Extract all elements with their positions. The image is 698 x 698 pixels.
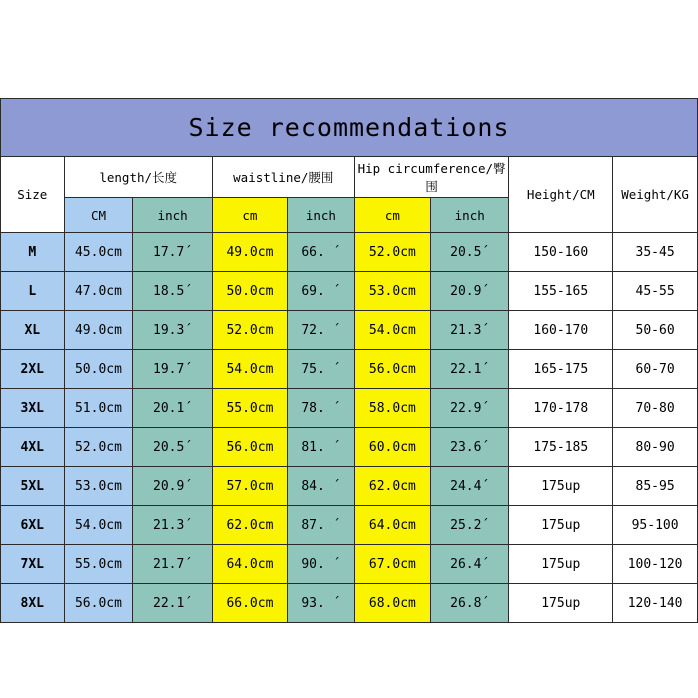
header-height: Height/CM xyxy=(509,157,613,233)
unit-hip-inch: inch xyxy=(431,198,509,233)
cell-hip-in: 20.5´ xyxy=(431,233,509,272)
header-size: Size xyxy=(1,157,65,233)
cell-length-cm: 56.0cm xyxy=(64,584,133,623)
cell-size: XL xyxy=(1,311,65,350)
cell-length-in: 20.9´ xyxy=(133,467,212,506)
cell-waist-cm: 50.0cm xyxy=(212,272,287,311)
cell-size: 7XL xyxy=(1,545,65,584)
cell-size: 5XL xyxy=(1,467,65,506)
table-row xyxy=(1,584,698,623)
cell-hip-in: 25.2´ xyxy=(431,506,509,545)
cell-height: 160-170 xyxy=(509,311,613,350)
cell-length-cm: 51.0cm xyxy=(64,389,133,428)
cell-height: 175up xyxy=(509,467,613,506)
unit-length-cm: CM xyxy=(64,198,133,233)
cell-waist-in: 78. ´ xyxy=(288,389,355,428)
cell-waist-in: 90. ´ xyxy=(288,545,355,584)
cell-height: 175up xyxy=(509,545,613,584)
table-row xyxy=(1,506,698,545)
cell-waist-in: 69. ´ xyxy=(288,272,355,311)
cell-hip-cm: 64.0cm xyxy=(354,506,430,545)
cell-hip-cm: 67.0cm xyxy=(354,545,430,584)
table-row xyxy=(1,389,698,428)
cell-length-cm: 54.0cm xyxy=(64,506,133,545)
cell-height: 155-165 xyxy=(509,272,613,311)
cell-weight: 85-95 xyxy=(613,467,698,506)
cell-length-cm: 47.0cm xyxy=(64,272,133,311)
header-length: length/长度 xyxy=(64,157,212,198)
header-waistline: waistline/腰围 xyxy=(212,157,354,198)
cell-waist-cm: 52.0cm xyxy=(212,311,287,350)
table-row xyxy=(1,272,698,311)
cell-hip-in: 24.4´ xyxy=(431,467,509,506)
cell-hip-cm: 53.0cm xyxy=(354,272,430,311)
cell-length-cm: 52.0cm xyxy=(64,428,133,467)
cell-waist-cm: 54.0cm xyxy=(212,350,287,389)
unit-waist-inch: inch xyxy=(288,198,355,233)
unit-length-inch: inch xyxy=(133,198,212,233)
cell-length-in: 20.1´ xyxy=(133,389,212,428)
table-row xyxy=(1,233,698,272)
page-title: Size recommendations xyxy=(1,99,698,157)
table-row xyxy=(1,467,698,506)
cell-weight: 80-90 xyxy=(613,428,698,467)
cell-size: 4XL xyxy=(1,428,65,467)
cell-length-in: 21.3´ xyxy=(133,506,212,545)
cell-length-cm: 55.0cm xyxy=(64,545,133,584)
cell-hip-in: 20.9´ xyxy=(431,272,509,311)
cell-waist-cm: 56.0cm xyxy=(212,428,287,467)
cell-size: 8XL xyxy=(1,584,65,623)
cell-hip-cm: 60.0cm xyxy=(354,428,430,467)
cell-length-in: 19.3´ xyxy=(133,311,212,350)
cell-length-in: 19.7´ xyxy=(133,350,212,389)
cell-hip-cm: 56.0cm xyxy=(354,350,430,389)
cell-length-in: 21.7´ xyxy=(133,545,212,584)
cell-hip-in: 22.1´ xyxy=(431,350,509,389)
header-hip-circumference: Hip circumference/臀围 xyxy=(354,157,509,198)
cell-weight: 120-140 xyxy=(613,584,698,623)
cell-length-cm: 45.0cm xyxy=(64,233,133,272)
cell-hip-in: 26.8´ xyxy=(431,584,509,623)
cell-height: 175-185 xyxy=(509,428,613,467)
cell-waist-cm: 55.0cm xyxy=(212,389,287,428)
cell-hip-in: 26.4´ xyxy=(431,545,509,584)
cell-hip-cm: 62.0cm xyxy=(354,467,430,506)
cell-weight: 100-120 xyxy=(613,545,698,584)
cell-weight: 45-55 xyxy=(613,272,698,311)
cell-size: 3XL xyxy=(1,389,65,428)
cell-size: L xyxy=(1,272,65,311)
cell-length-in: 22.1´ xyxy=(133,584,212,623)
group-header-row xyxy=(1,157,698,198)
cell-weight: 70-80 xyxy=(613,389,698,428)
cell-hip-in: 22.9´ xyxy=(431,389,509,428)
table-row xyxy=(1,428,698,467)
cell-waist-in: 75. ´ xyxy=(288,350,355,389)
cell-length-cm: 49.0cm xyxy=(64,311,133,350)
table-row xyxy=(1,311,698,350)
cell-length-cm: 53.0cm xyxy=(64,467,133,506)
cell-waist-cm: 57.0cm xyxy=(212,467,287,506)
cell-height: 170-178 xyxy=(509,389,613,428)
cell-waist-cm: 64.0cm xyxy=(212,545,287,584)
table-row xyxy=(1,545,698,584)
table-row xyxy=(1,350,698,389)
cell-waist-in: 72. ´ xyxy=(288,311,355,350)
unit-hip-cm: cm xyxy=(354,198,430,233)
cell-waist-cm: 66.0cm xyxy=(212,584,287,623)
cell-length-in: 17.7´ xyxy=(133,233,212,272)
cell-hip-cm: 54.0cm xyxy=(354,311,430,350)
cell-weight: 95-100 xyxy=(613,506,698,545)
size-recommendations-table xyxy=(0,98,698,623)
cell-size: 6XL xyxy=(1,506,65,545)
unit-waist-cm: cm xyxy=(212,198,287,233)
cell-size: M xyxy=(1,233,65,272)
cell-hip-in: 23.6´ xyxy=(431,428,509,467)
cell-hip-cm: 68.0cm xyxy=(354,584,430,623)
cell-waist-in: 84. ´ xyxy=(288,467,355,506)
cell-waist-cm: 49.0cm xyxy=(212,233,287,272)
cell-length-in: 18.5´ xyxy=(133,272,212,311)
cell-waist-in: 66. ´ xyxy=(288,233,355,272)
cell-height: 175up xyxy=(509,584,613,623)
cell-size: 2XL xyxy=(1,350,65,389)
cell-hip-in: 21.3´ xyxy=(431,311,509,350)
cell-waist-in: 81. ´ xyxy=(288,428,355,467)
cell-weight: 35-45 xyxy=(613,233,698,272)
cell-length-cm: 50.0cm xyxy=(64,350,133,389)
size-chart-container xyxy=(0,98,698,623)
table-title-row xyxy=(1,99,698,157)
cell-waist-in: 87. ´ xyxy=(288,506,355,545)
header-weight: Weight/KG xyxy=(613,157,698,233)
cell-height: 165-175 xyxy=(509,350,613,389)
cell-hip-cm: 58.0cm xyxy=(354,389,430,428)
cell-weight: 50-60 xyxy=(613,311,698,350)
cell-hip-cm: 52.0cm xyxy=(354,233,430,272)
cell-waist-cm: 62.0cm xyxy=(212,506,287,545)
cell-height: 150-160 xyxy=(509,233,613,272)
cell-weight: 60-70 xyxy=(613,350,698,389)
cell-length-in: 20.5´ xyxy=(133,428,212,467)
cell-height: 175up xyxy=(509,506,613,545)
cell-waist-in: 93. ´ xyxy=(288,584,355,623)
